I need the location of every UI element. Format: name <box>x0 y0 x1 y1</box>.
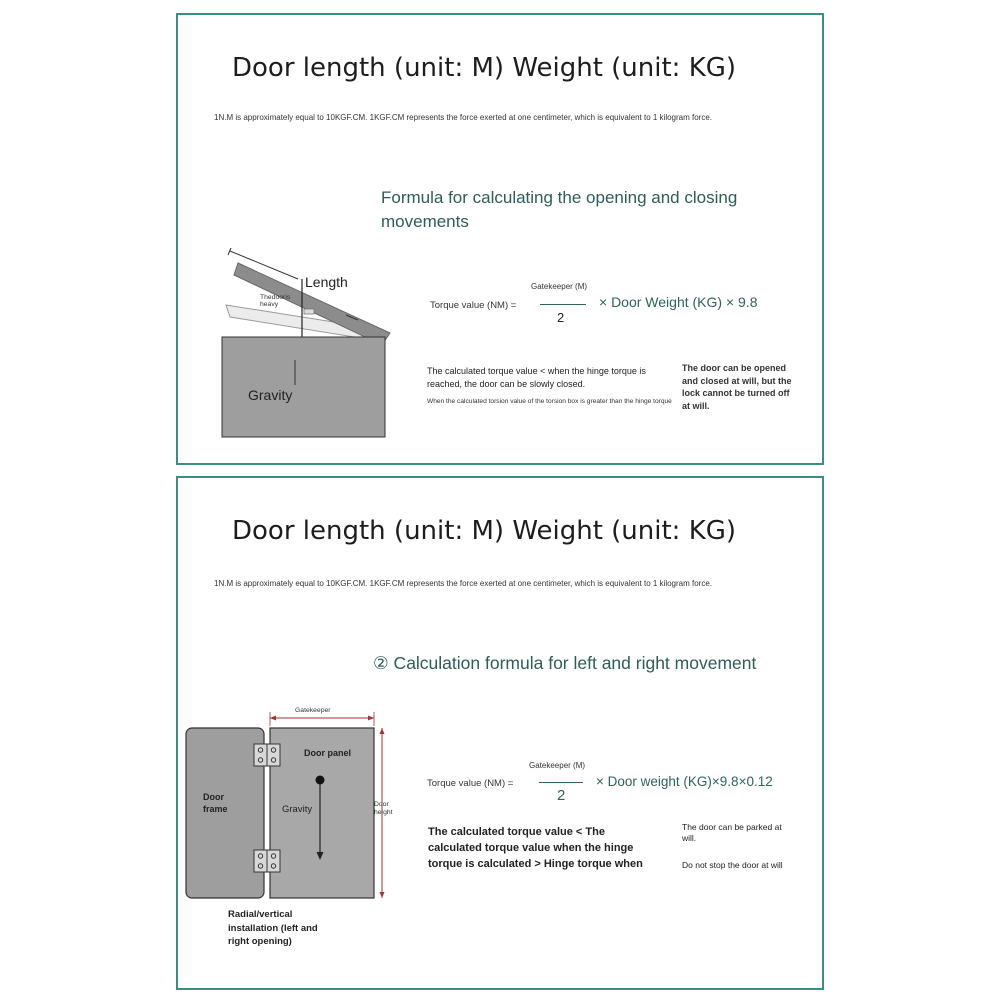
panel2-formula-title: ② Calculation formula for left and right movement <box>373 653 757 673</box>
door-frame-label <box>203 791 228 815</box>
door-height-label-line2: height <box>374 809 393 816</box>
door-frame-label-line1: Door <box>203 792 224 802</box>
panel2-fraction-bar <box>539 782 583 783</box>
panel1-unit-note: 1N.M is approximately equal to 10KGF.CM. 1KGF.CM represents the force exerted at one centimeter, which is equivalent to 1 kilogram force. <box>214 113 713 122</box>
caption-line3: right opening) <box>228 936 292 947</box>
panel1-formula-numerator: Gatekeeper (M) <box>531 282 588 291</box>
panel1-condition-left: The calculated torque value < when the hinge torque is reached, the door can be slowly closed. <box>427 366 646 389</box>
door-panel-label: Door panel <box>304 748 352 758</box>
door-heavy-label-line1: Thedooris <box>260 294 291 301</box>
hinge-icon <box>254 850 280 872</box>
panel1-condition-left-small: When the calculated torsion value of the torsion box is greater than the hinge torque <box>427 398 672 405</box>
panel1-fraction-bar <box>540 304 586 305</box>
panel2-unit-note: 1N.M is approximately equal to 10KGF.CM. 1KGF.CM represents the force exerted at one centimeter, which is equivalent to 1 kilogram force. <box>214 579 713 588</box>
door-heavy-label-line2: heavy <box>260 301 279 308</box>
panel2-condition-right-2: Do not stop the door at will <box>682 860 783 870</box>
panel2-formula-rhs: × Door weight (KG)×9.8×0.12 <box>596 774 773 789</box>
panel-left-right-movement <box>176 476 824 990</box>
panel2-formula-lhs: Torque value (NM) = <box>427 778 514 789</box>
panel2-condition-left: The calculated torque value < The calculated torque value when the hinge torque is calculated > Hinge torque when <box>428 826 643 870</box>
panel2-formula-numerator: Gatekeeper (M) <box>529 761 586 770</box>
caption-line1: Radial/vertical <box>228 909 293 920</box>
door-frame-label-line2: frame <box>203 804 228 814</box>
panel1-title: Door length (unit: M) Weight (unit: KG) <box>232 53 737 83</box>
panel2-gravity-label: Gravity <box>282 804 313 815</box>
hinge-icon <box>254 744 280 766</box>
door-heavy-label <box>260 294 290 308</box>
panel1-formula-denominator: 2 <box>557 310 565 325</box>
caption-line2: installation (left and <box>228 922 318 934</box>
panel1-formula-rhs: × Door Weight (KG) × 9.8 <box>599 294 758 310</box>
door-height-label <box>374 801 393 817</box>
panel2-condition-right-1: The door can be parked at will. <box>682 822 782 843</box>
length-label: Length <box>305 274 348 290</box>
panel1-formula-title: Formula for calculating the opening and closing movements <box>381 188 738 231</box>
gatekeeper-label: Gatekeeper <box>295 707 331 714</box>
panel2-formula-denominator: 2 <box>557 787 566 804</box>
panel-opening-closing <box>176 13 824 465</box>
gravity-label: Gravity <box>248 387 293 403</box>
panel2-title: Door length (unit: M) Weight (unit: KG) <box>232 516 737 546</box>
installation-caption <box>228 908 318 949</box>
panel1-formula-lhs: Torque value (NM) = <box>430 300 517 311</box>
panel1-condition-right: The door can be opened and closed at will, but the lock cannot be turned off at will. <box>682 363 792 411</box>
door-height-label-line1: Door <box>374 801 389 808</box>
